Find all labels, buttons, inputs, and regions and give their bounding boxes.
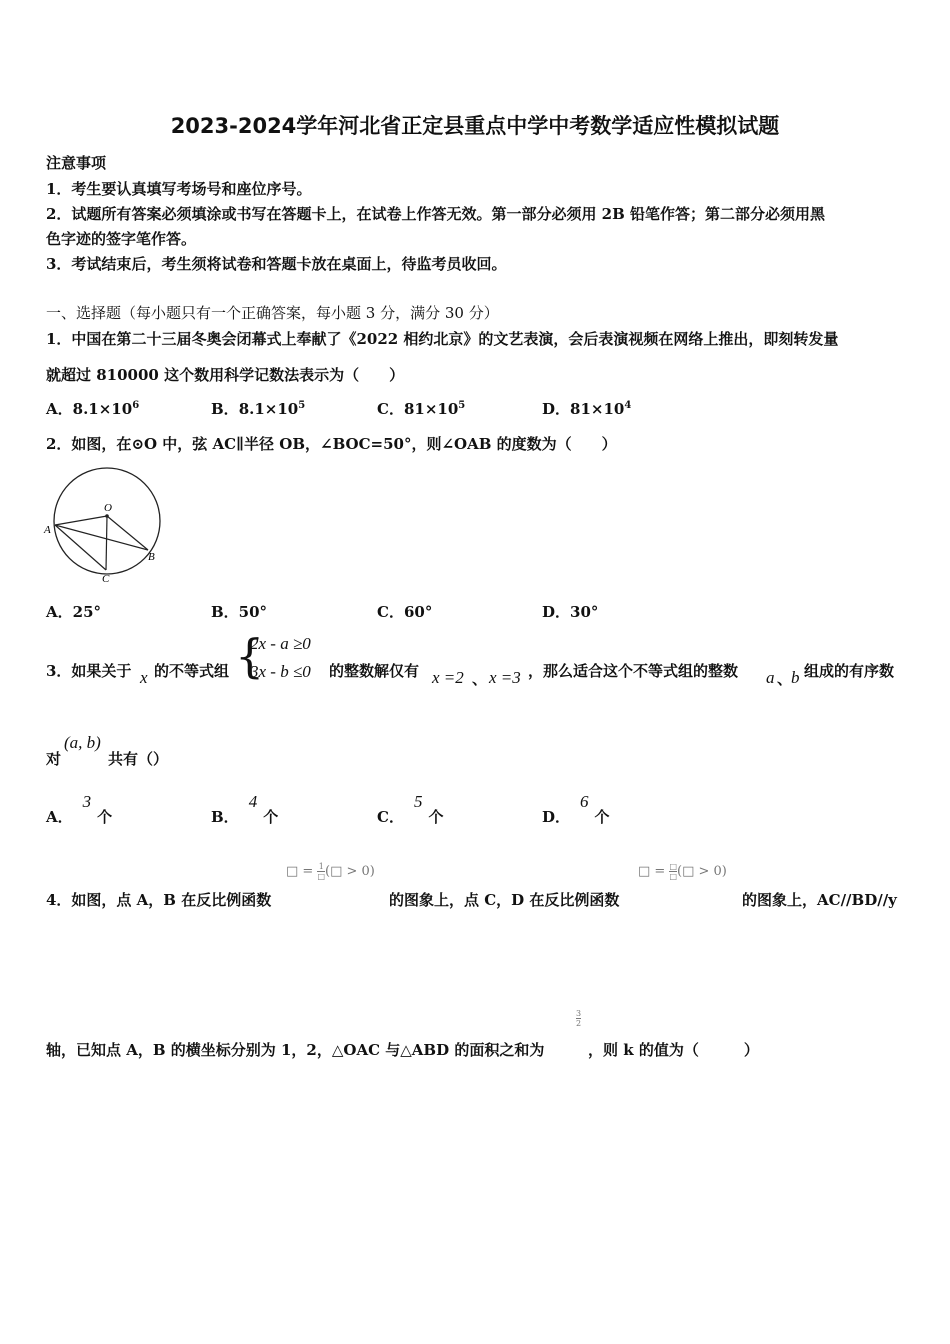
question-3-text: 共有（） xyxy=(108,750,169,768)
q2-option-a: A．25° xyxy=(46,603,102,621)
notice-item: 1．考生要认真填写考场号和座位序号。 xyxy=(46,180,312,198)
q3-option-a: A．3个 xyxy=(46,792,113,826)
question-4-text: 的图象上，点 C，D 在反比例函数 xyxy=(389,891,620,909)
label-c: C xyxy=(102,573,110,585)
notice-item: 色字迹的签字笔作答。 xyxy=(46,230,197,248)
question-1-text: 就超过 810000 这个数用科学记数法表示为（ ） xyxy=(46,366,405,384)
var-x: x xyxy=(140,668,148,687)
inequality-2: 3x - b ≤0 xyxy=(250,662,311,681)
question-3-text: 的整数解仅有 xyxy=(329,662,420,680)
q2-option-d: D．30° xyxy=(542,603,599,621)
q3-option-c: C．5个 xyxy=(377,792,444,826)
q3-option-b: B．4个 xyxy=(211,792,279,826)
var-b: b xyxy=(791,668,800,687)
separator: 、 xyxy=(472,670,488,688)
q2-option-b: B．50° xyxy=(211,603,268,621)
formula-1: □ = $\frac{1}{□}$ (□ > 0) xyxy=(286,862,375,881)
question-4-text: 轴，已知点 A，B 的横坐标分别为 1，2，△OAC 与△ABD 的面积之和为 xyxy=(46,1041,545,1059)
question-3-prefix: 3．如果关于 xyxy=(46,662,132,680)
circle-figure xyxy=(40,458,170,586)
question-3-text: 组成的有序数 xyxy=(804,662,895,680)
question-3-text: 对 xyxy=(46,750,62,768)
question-4-text: ，则 k 的值为（ ） xyxy=(588,1041,759,1059)
inequality-1: 2x - a ≥0 xyxy=(250,634,311,653)
q1-option-b: B．$8.1\times 10^5$ xyxy=(211,400,306,418)
fraction-three-halves: $\frac{3}{2}$ xyxy=(576,1009,582,1028)
label-b: B xyxy=(148,551,155,563)
center-point xyxy=(105,514,109,518)
page-title: 2023-2024学年河北省正定县重点中学中考数学适应性模拟试题 xyxy=(170,114,780,138)
q3-option-d: D．6个 xyxy=(542,792,610,826)
q1-option-d: D．$81\times 10^4$ xyxy=(542,400,632,418)
label-a: A xyxy=(44,524,51,536)
q1-option-c: C．$81\times 10^5$ xyxy=(377,400,466,418)
question-3-text: 的不等式组 xyxy=(154,662,230,680)
solution-1: x =2 xyxy=(432,668,464,687)
section-heading: 一、选择题（每小题只有一个正确答案，每小题 3 分，满分 30 分） xyxy=(46,304,499,322)
brace-symbol: { xyxy=(235,629,265,683)
question-3-text: ，那么适合这个不等式组的整数 xyxy=(528,662,739,680)
q2-option-c: C．60° xyxy=(377,603,433,621)
ordered-pair: (a, b) xyxy=(64,733,101,752)
segment-ao xyxy=(55,516,107,525)
notice-heading: 注意事项 xyxy=(46,154,107,172)
solution-2: x =3 xyxy=(489,668,521,687)
label-o: O xyxy=(104,502,112,514)
notice-item: 2．试题所有答案必须填涂或书写在答题卡上，在试卷上作答无效。第一部分必须用 2B 铅笔作答；第二部分必须用黑 xyxy=(46,205,826,223)
notice-item: 3．考试结束后，考生须将试卷和答题卡放在桌面上，待监考员收回。 xyxy=(46,255,507,273)
q1-option-a: A．$8.1\times 10^6$ xyxy=(46,400,140,418)
formula-2: □ = $\frac{□}{□}$ (□ > 0) xyxy=(638,862,727,881)
segment-oc xyxy=(106,516,107,570)
question-1-text: 1．中国在第二十三届冬奥会闭幕式上奉献了《2022 相约北京》的文艺表演，会后表演视频在网络上推出，即刻转发量 xyxy=(46,330,839,348)
question-2-text: 2．如图，在⊙O 中，弦 AC∥半径 OB，∠BOC=50°，则∠OAB 的度数为（ ） xyxy=(46,435,617,453)
var-a: a xyxy=(766,668,775,687)
separator: 、 xyxy=(777,670,793,688)
question-4-text: 的图象上，AC//BD//y xyxy=(742,891,897,909)
question-4-text: 4．如图，点 A，B 在反比例函数 xyxy=(46,891,272,909)
